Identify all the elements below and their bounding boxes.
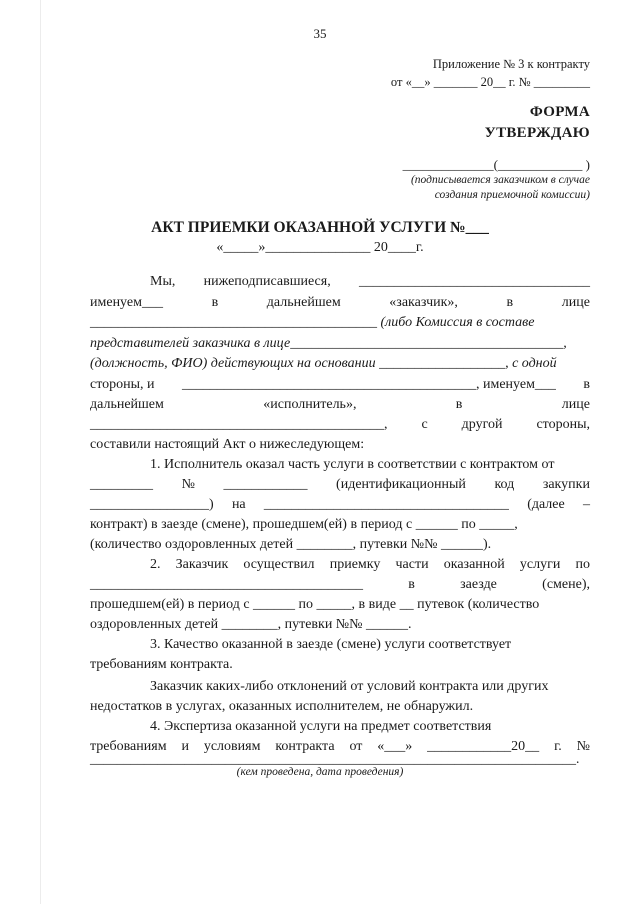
body-line-9: составили настоящий Акт о нижеследующем: — [90, 437, 365, 452]
body-line-3: _________________________________________ (либо Комиссия в составе — [90, 315, 535, 330]
form-approve-block — [485, 102, 590, 144]
appendix-block — [391, 55, 590, 91]
signature-note — [411, 173, 590, 203]
body-line-17: прошедшем(ей) в период с ______ по _____, в виде __ путевок (количество — [90, 597, 540, 612]
body-line-5: (должность, ФИО) действующих на основании __________________, с одной — [90, 356, 557, 371]
body-line-2: именуем___ в дальнейшем «заказчик», в лице — [90, 295, 590, 310]
body-line-22: недостатков в услугах, оказанных исполнителем, не обнаружил. — [90, 699, 474, 714]
body-line-6: стороны, и __________________________________________, именуем___ в — [90, 377, 590, 392]
body-line-21: Заказчик каких-либо отклонений от условий контракта или других — [150, 679, 549, 694]
appendix-line: Приложение № 3 к контракту — [432, 57, 590, 71]
body-line-4: представителей заказчика в лице_______________________________________, — [90, 336, 567, 351]
signature-note-line-1: (подписывается заказчиком в случае — [410, 174, 590, 186]
body-line-8: __________________________________________, с другой стороны, — [90, 417, 590, 432]
page-number: 35 — [313, 26, 327, 41]
expertise-note: (кем проведена, дата проведения) — [236, 766, 404, 778]
body-line-19: 3. Качество оказанной в заезде (смене) услуги соответствует — [150, 637, 512, 652]
body-line-25: ________________________________________________________________________. — [90, 751, 580, 766]
signature-line: ______________(_____________ ) — [402, 157, 590, 172]
body-line-12: _________________) на ___________________________________ (далее – — [90, 497, 590, 512]
body-line-23: 4. Экспертиза оказанной услуги на предмет соответствия — [150, 719, 492, 734]
body-line-24: требованиям и условиям контракта от «___» ____________20__ г. № — [90, 739, 590, 754]
body-line-13: контракт) в заезде (смене), прошедшем(ей) в период с ______ по _____, — [90, 517, 518, 532]
body-line-11: _________ № ____________ (идентификационный код закупки — [90, 477, 590, 492]
body-line-16: _______________________________________ в заезде (смене), — [90, 577, 590, 592]
act-title: АКТ ПРИЕМКИ ОКАЗАННОЙ УСЛУГИ №___ — [151, 219, 489, 236]
body-line-15: 2. Заказчик осуществил приемку части оказанной услуги по — [150, 557, 590, 572]
body-line-10: 1. Исполнитель оказал часть услуги в соответствии с контрактом от — [150, 457, 555, 472]
body-line-18: оздоровленных детей ________, путевки №№ ______. — [90, 617, 412, 632]
body-line-1: Мы, нижеподписавшиеся, _________________________________ — [150, 274, 590, 289]
form-label: ФОРМА — [529, 104, 590, 120]
act-date: «_____»_______________ 20____г. — [216, 240, 424, 255]
body-line-20: требованиям контракта. — [90, 657, 233, 672]
body-line-7: дальнейшем «исполнитель», в лице — [90, 397, 590, 412]
body-line-14: (количество оздоровленных детей ________, путевки №№ ______). — [90, 537, 492, 552]
contract-date-line: от «__» _______ 20__ г. № _________ — [390, 75, 590, 89]
approve-label: УТВЕРЖДАЮ — [484, 125, 590, 141]
signature-note-line-2: создания приемочной комиссии) — [434, 189, 590, 201]
